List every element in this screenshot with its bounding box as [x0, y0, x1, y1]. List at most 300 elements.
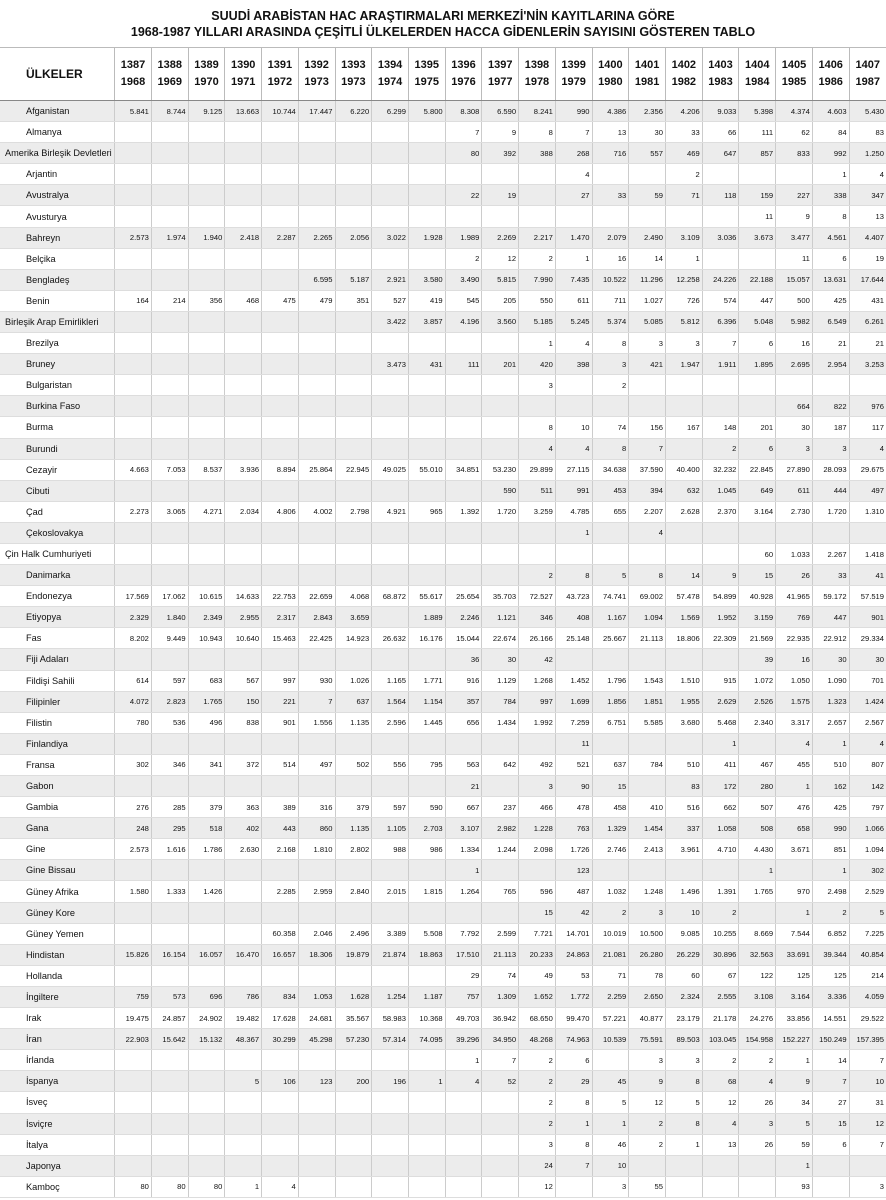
value-cell — [298, 1113, 335, 1134]
value-cell: 3.422 — [372, 311, 409, 332]
value-cell: 1.090 — [812, 670, 849, 691]
value-cell: 4 — [776, 733, 813, 754]
value-cell: 4.072 — [115, 691, 152, 712]
value-cell: 392 — [482, 143, 519, 164]
value-cell: 26.166 — [519, 628, 556, 649]
value-cell — [482, 438, 519, 459]
value-cell: 563 — [445, 754, 482, 775]
value-cell — [408, 122, 445, 143]
value-cell — [702, 1155, 739, 1176]
value-cell: 3.336 — [812, 986, 849, 1007]
header-year — [115, 48, 152, 101]
value-cell: 1.392 — [445, 501, 482, 522]
value-cell: 4.206 — [665, 101, 702, 122]
value-cell: 1.053 — [298, 986, 335, 1007]
value-cell: 5.245 — [555, 311, 592, 332]
value-cell: 988 — [372, 839, 409, 860]
value-cell — [408, 417, 445, 438]
value-cell: 29 — [445, 965, 482, 986]
value-cell — [776, 860, 813, 881]
value-cell — [225, 923, 262, 944]
value-cell: 21.113 — [482, 944, 519, 965]
value-cell: 6.590 — [482, 101, 519, 122]
value-cell — [225, 164, 262, 185]
value-cell: 7 — [445, 122, 482, 143]
value-cell: 40.400 — [665, 459, 702, 480]
value-cell — [739, 1155, 776, 1176]
value-cell — [445, 1113, 482, 1134]
value-cell: 48.268 — [519, 1029, 556, 1050]
value-cell — [519, 543, 556, 564]
value-cell: 1.033 — [776, 543, 813, 564]
value-cell: 18.863 — [408, 944, 445, 965]
value-cell: 458 — [592, 797, 629, 818]
value-cell: 1.154 — [408, 691, 445, 712]
value-cell: 8 — [812, 206, 849, 227]
value-cell: 3 — [629, 1050, 666, 1071]
value-cell — [298, 776, 335, 797]
value-cell: 536 — [151, 712, 188, 733]
table-row — [0, 164, 886, 185]
value-cell — [335, 543, 372, 564]
value-cell: 59.172 — [812, 586, 849, 607]
value-cell — [739, 164, 776, 185]
value-cell: 22.659 — [298, 586, 335, 607]
value-cell — [151, 122, 188, 143]
value-cell — [188, 185, 225, 206]
value-cell: 10.255 — [702, 923, 739, 944]
value-cell: 6 — [812, 248, 849, 269]
value-cell: 9.033 — [702, 101, 739, 122]
value-cell: 7 — [298, 691, 335, 712]
value-cell — [335, 1176, 372, 1197]
header-year-gregorian: 1973 — [341, 76, 366, 88]
value-cell — [225, 860, 262, 881]
value-cell: 1.445 — [408, 712, 445, 733]
value-cell — [262, 776, 299, 797]
value-cell: 1 — [225, 1176, 262, 1197]
value-cell: 6.396 — [702, 311, 739, 332]
table-row — [0, 839, 886, 860]
value-cell: 976 — [849, 396, 886, 417]
value-cell: 716 — [592, 143, 629, 164]
value-cell — [408, 1155, 445, 1176]
value-cell — [739, 396, 776, 417]
value-cell — [115, 965, 152, 986]
value-cell: 12 — [629, 1092, 666, 1113]
value-cell: 33 — [812, 565, 849, 586]
value-cell: 16.470 — [225, 944, 262, 965]
value-cell: 1.072 — [739, 670, 776, 691]
value-cell — [151, 902, 188, 923]
value-cell: 60.358 — [262, 923, 299, 944]
value-cell: 1.254 — [372, 986, 409, 1007]
value-cell: 711 — [592, 290, 629, 311]
table-row — [0, 754, 886, 775]
value-cell: 12.258 — [665, 269, 702, 290]
value-cell — [115, 1134, 152, 1155]
value-cell — [151, 733, 188, 754]
value-cell: 2.599 — [482, 923, 519, 944]
value-cell: 148 — [702, 417, 739, 438]
value-cell: 1 — [555, 1113, 592, 1134]
value-cell — [151, 375, 188, 396]
value-cell: 1 — [776, 776, 813, 797]
value-cell: 1.309 — [482, 986, 519, 1007]
value-cell: 9.125 — [188, 101, 225, 122]
header-year-gregorian: 1968 — [120, 76, 146, 88]
value-cell: 29.899 — [519, 459, 556, 480]
value-cell: 2.273 — [115, 501, 152, 522]
value-cell — [225, 1113, 262, 1134]
table-row — [0, 1029, 886, 1050]
table-row — [0, 354, 886, 375]
value-cell — [298, 1050, 335, 1071]
header-year-gregorian: 1973 — [304, 76, 329, 88]
value-cell: 62 — [776, 122, 813, 143]
value-cell: 11 — [555, 733, 592, 754]
table-row — [0, 733, 886, 754]
value-cell: 4.710 — [702, 839, 739, 860]
value-cell: 1.094 — [849, 839, 886, 860]
value-cell: 1 — [555, 248, 592, 269]
table-row — [0, 480, 886, 501]
table-row — [0, 438, 886, 459]
value-cell: 655 — [592, 501, 629, 522]
value-cell — [151, 565, 188, 586]
value-cell — [482, 543, 519, 564]
value-cell: 57.519 — [849, 586, 886, 607]
value-cell — [298, 248, 335, 269]
value-cell: 5.085 — [629, 311, 666, 332]
value-cell: 1 — [776, 1050, 813, 1071]
value-cell: 4 — [849, 164, 886, 185]
value-cell: 701 — [849, 670, 886, 691]
value-cell: 152.227 — [776, 1029, 813, 1050]
value-cell — [151, 185, 188, 206]
value-cell — [702, 164, 739, 185]
header-year-hijri: 1399 — [561, 59, 586, 71]
value-cell: 11 — [739, 206, 776, 227]
value-cell: 447 — [812, 607, 849, 628]
value-cell: 8.894 — [262, 459, 299, 480]
value-cell: 111 — [445, 354, 482, 375]
country-name: Güney Kore — [0, 902, 115, 923]
value-cell — [629, 776, 666, 797]
value-cell: 7.721 — [519, 923, 556, 944]
value-cell: 7 — [849, 1050, 886, 1071]
value-cell — [372, 1092, 409, 1113]
value-cell: 117 — [849, 417, 886, 438]
value-cell — [298, 396, 335, 417]
value-cell: 2.703 — [408, 818, 445, 839]
value-cell: 1.575 — [776, 691, 813, 712]
value-cell — [445, 396, 482, 417]
value-cell — [665, 396, 702, 417]
table-row — [0, 248, 886, 269]
value-cell — [151, 396, 188, 417]
value-cell — [372, 185, 409, 206]
value-cell — [188, 354, 225, 375]
value-cell — [482, 396, 519, 417]
value-cell — [372, 1155, 409, 1176]
value-cell: 1.187 — [408, 986, 445, 1007]
value-cell — [225, 248, 262, 269]
value-cell — [298, 902, 335, 923]
value-cell — [262, 311, 299, 332]
value-cell — [812, 522, 849, 543]
value-cell: 22.935 — [776, 628, 813, 649]
value-cell: 447 — [739, 290, 776, 311]
value-cell: 3.659 — [335, 607, 372, 628]
header-year — [262, 48, 299, 101]
value-cell: 1.391 — [702, 881, 739, 902]
country-name: Çekoslovakya — [0, 522, 115, 543]
header-year — [629, 48, 666, 101]
country-name: Avustralya — [0, 185, 115, 206]
document-title — [0, 0, 886, 48]
value-cell: 357 — [445, 691, 482, 712]
value-cell: 1.810 — [298, 839, 335, 860]
value-cell: 2.015 — [372, 881, 409, 902]
value-cell: 125 — [776, 965, 813, 986]
value-cell: 1.470 — [555, 227, 592, 248]
value-cell: 3 — [739, 1113, 776, 1134]
value-cell — [151, 269, 188, 290]
value-cell: 5.468 — [702, 712, 739, 733]
value-cell: 45 — [592, 1071, 629, 1092]
value-cell: 2 — [519, 1050, 556, 1071]
value-cell: 1.244 — [482, 839, 519, 860]
value-cell — [225, 480, 262, 501]
value-cell — [115, 396, 152, 417]
value-cell: 71 — [665, 185, 702, 206]
value-cell: 444 — [812, 480, 849, 501]
value-cell: 2.526 — [739, 691, 776, 712]
country-name: Bengladeş — [0, 269, 115, 290]
value-cell: 664 — [776, 396, 813, 417]
value-cell — [335, 733, 372, 754]
country-name: İspanya — [0, 1071, 115, 1092]
value-cell — [702, 375, 739, 396]
value-cell: 1.094 — [629, 607, 666, 628]
value-cell: 78 — [629, 965, 666, 986]
value-cell — [262, 417, 299, 438]
value-cell — [225, 185, 262, 206]
country-name: Japonya — [0, 1155, 115, 1176]
table-row — [0, 543, 886, 564]
value-cell: 30 — [812, 649, 849, 670]
value-cell: 1.796 — [592, 670, 629, 691]
value-cell — [262, 375, 299, 396]
value-cell: 683 — [188, 670, 225, 691]
value-cell: 34.638 — [592, 459, 629, 480]
value-cell: 23.179 — [665, 1008, 702, 1029]
header-year — [225, 48, 262, 101]
value-cell: 784 — [629, 754, 666, 775]
value-cell: 27.115 — [555, 459, 592, 480]
value-cell: 346 — [519, 607, 556, 628]
value-cell: 83 — [665, 776, 702, 797]
header-year — [812, 48, 849, 101]
value-cell: 4.068 — [335, 586, 372, 607]
value-cell: 2.349 — [188, 607, 225, 628]
table-row — [0, 986, 886, 1007]
header-year — [151, 48, 188, 101]
country-name: Irak — [0, 1008, 115, 1029]
value-cell: 3.857 — [408, 311, 445, 332]
value-cell — [519, 185, 556, 206]
value-cell: 16 — [776, 649, 813, 670]
value-cell — [335, 1155, 372, 1176]
value-cell: 4 — [519, 438, 556, 459]
value-cell — [335, 248, 372, 269]
value-cell — [335, 1092, 372, 1113]
value-cell: 1.955 — [665, 691, 702, 712]
header-year-hijri: 1388 — [157, 59, 182, 71]
header-year — [445, 48, 482, 101]
value-cell: 1.895 — [739, 354, 776, 375]
value-cell — [188, 333, 225, 354]
value-cell: 5.982 — [776, 311, 813, 332]
country-name: Gana — [0, 818, 115, 839]
value-cell: 7.544 — [776, 923, 813, 944]
value-cell: 16.657 — [262, 944, 299, 965]
value-cell — [115, 354, 152, 375]
value-cell: 1.121 — [482, 607, 519, 628]
country-name: Gabon — [0, 776, 115, 797]
value-cell — [335, 480, 372, 501]
value-cell — [445, 480, 482, 501]
value-cell: 379 — [335, 797, 372, 818]
value-cell — [776, 375, 813, 396]
value-cell: 3 — [629, 902, 666, 923]
value-cell: 2.246 — [445, 607, 482, 628]
table-row — [0, 691, 886, 712]
value-cell: 74 — [592, 417, 629, 438]
value-cell: 2.573 — [115, 839, 152, 860]
value-cell — [335, 311, 372, 332]
value-cell: 3.164 — [739, 501, 776, 522]
value-cell: 2 — [739, 1050, 776, 1071]
value-cell — [115, 860, 152, 881]
value-cell — [225, 269, 262, 290]
value-cell: 4 — [629, 522, 666, 543]
value-cell: 346 — [151, 754, 188, 775]
value-cell — [372, 333, 409, 354]
value-cell: 2.629 — [702, 691, 739, 712]
value-cell: 6.852 — [812, 923, 849, 944]
value-cell: 6.220 — [335, 101, 372, 122]
country-name: Amerika Birleşik Devletleri — [0, 143, 115, 164]
value-cell: 901 — [262, 712, 299, 733]
value-cell: 2 — [702, 902, 739, 923]
value-cell — [445, 543, 482, 564]
country-name: Bruney — [0, 354, 115, 375]
header-year-hijri: 1405 — [781, 59, 807, 71]
value-cell: 347 — [849, 185, 886, 206]
value-cell — [372, 543, 409, 564]
value-cell — [482, 860, 519, 881]
value-cell: 1.105 — [372, 818, 409, 839]
value-cell: 19.475 — [115, 1008, 152, 1029]
value-cell — [225, 543, 262, 564]
value-cell — [151, 1050, 188, 1071]
value-cell — [372, 1113, 409, 1134]
value-cell — [812, 1155, 849, 1176]
country-name: Fas — [0, 628, 115, 649]
country-name: İsviçre — [0, 1113, 115, 1134]
value-cell: 33 — [592, 185, 629, 206]
value-cell — [335, 438, 372, 459]
value-cell: 34.851 — [445, 459, 482, 480]
value-cell: 379 — [188, 797, 225, 818]
value-cell — [151, 417, 188, 438]
value-cell — [739, 902, 776, 923]
value-cell — [188, 565, 225, 586]
value-cell: 2 — [702, 438, 739, 459]
value-cell: 901 — [849, 607, 886, 628]
value-cell — [225, 417, 262, 438]
value-cell: 726 — [665, 290, 702, 311]
value-cell: 12 — [482, 248, 519, 269]
value-cell — [262, 1050, 299, 1071]
value-cell: 30 — [482, 649, 519, 670]
value-cell: 24.681 — [298, 1008, 335, 1029]
value-cell — [298, 1176, 335, 1197]
value-cell: 26 — [776, 565, 813, 586]
value-cell: 24.863 — [555, 944, 592, 965]
value-cell: 6 — [739, 438, 776, 459]
value-cell — [225, 522, 262, 543]
value-cell — [335, 860, 372, 881]
value-cell — [188, 776, 225, 797]
value-cell: 1.940 — [188, 227, 225, 248]
value-cell: 21.113 — [629, 628, 666, 649]
value-cell: 22.425 — [298, 628, 335, 649]
table-row — [0, 185, 886, 206]
value-cell — [115, 185, 152, 206]
value-cell: 15.044 — [445, 628, 482, 649]
value-cell — [372, 607, 409, 628]
value-cell: 2.798 — [335, 501, 372, 522]
value-cell: 478 — [555, 797, 592, 818]
value-cell: 15 — [739, 565, 776, 586]
header-year-hijri: 1390 — [230, 59, 256, 71]
value-cell — [115, 375, 152, 396]
value-cell: 3 — [629, 333, 666, 354]
value-cell: 15.463 — [262, 628, 299, 649]
value-cell: 398 — [555, 354, 592, 375]
value-cell — [445, 1155, 482, 1176]
value-cell: 60 — [739, 543, 776, 564]
value-cell: 2.573 — [115, 227, 152, 248]
header-year-gregorian: 1978 — [524, 76, 550, 88]
value-cell — [298, 164, 335, 185]
value-cell: 372 — [225, 754, 262, 775]
value-cell: 511 — [519, 480, 556, 501]
value-cell — [739, 248, 776, 269]
value-cell — [629, 649, 666, 670]
value-cell — [592, 860, 629, 881]
value-cell: 26 — [739, 1134, 776, 1155]
value-cell — [298, 375, 335, 396]
value-cell: 15.132 — [188, 1029, 225, 1050]
value-cell — [592, 522, 629, 543]
value-cell: 248 — [115, 818, 152, 839]
value-cell — [262, 902, 299, 923]
value-cell: 43.723 — [555, 586, 592, 607]
